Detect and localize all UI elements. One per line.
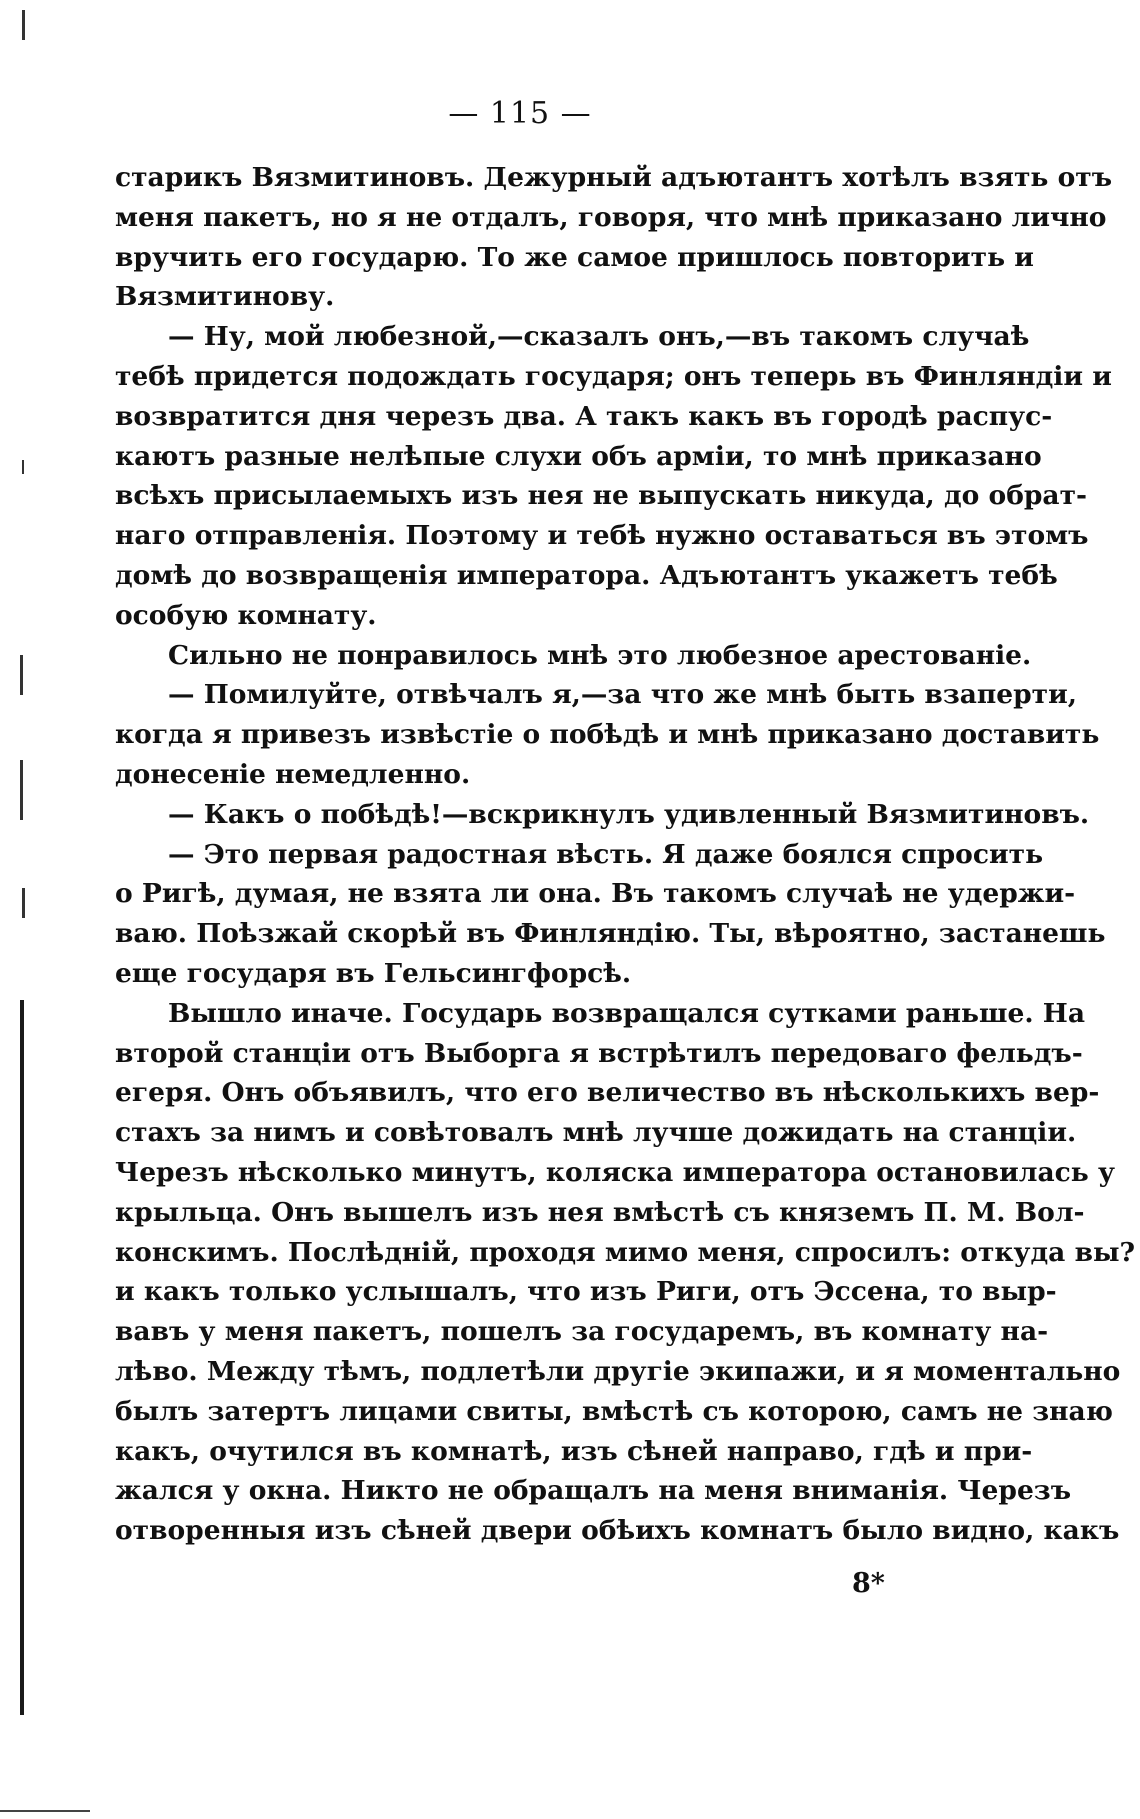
text-line: еще государя въ Гельсингфорсѣ. — [115, 957, 632, 989]
text-line: Вышло иначе. Государь возвращался сутками раньше. На — [168, 997, 1085, 1029]
text-line: какъ, очутился въ комнатѣ, изъ сѣней направо, гдѣ и при- — [115, 1435, 1033, 1467]
text-line: каютъ разные нелѣпые слухи объ арміи, то мнѣ приказано — [115, 440, 1042, 472]
text-line: — Ну, мой любезной,—сказалъ онъ,—въ такомъ случаѣ — [168, 321, 1030, 353]
text-line: — Помилуйте, отвѣчалъ я,—за что же мнѣ быть взаперти, — [168, 679, 1077, 711]
text-line: старикъ Вязмитиновъ. Дежурный адъютантъ хотѣлъ взять отъ — [115, 162, 1113, 193]
text-line: крыльца. Онъ вышелъ изъ нея вмѣстѣ съ княземъ П. М. Вол- — [115, 1196, 1085, 1228]
signature-mark: 8* — [852, 1568, 885, 1599]
text-line: конскимъ. Послѣдній, проходя мимо меня, спросилъ: откуда вы? — [115, 1236, 1136, 1268]
margin-rule — [20, 1000, 24, 1715]
text-line: Сильно не понравилось мнѣ это любезное арестованіе. — [168, 639, 1032, 671]
text-line: всѣхъ присылаемыхъ изъ нея не выпускать никуда, до обрат- — [115, 480, 1088, 512]
text-line: — Какъ о побѣдѣ!—вскрикнулъ удивленный Вязмитиновъ. — [168, 798, 1090, 830]
text-line: егеря. Онъ объявилъ, что его величество въ нѣсколькихъ вер- — [115, 1077, 1100, 1109]
text-line: Вязмитинову. — [115, 281, 335, 313]
text-line: — Это первая радостная вѣсть. Я даже боялся спросить — [168, 838, 1044, 870]
text-line: Черезъ нѣсколько минутъ, коляска императора остановилась у — [115, 1156, 1115, 1188]
text-line: возвратится дня черезъ два. А такъ какъ въ городѣ распус- — [115, 400, 1053, 432]
text-line: лѣво. Между тѣмъ, подлетѣли другіе экипажи, и я моментально — [115, 1355, 1121, 1387]
margin-mark — [22, 888, 25, 918]
text-line: о Ригѣ, думая, не взята ли она. Въ такомъ случаѣ не удержи- — [115, 878, 1076, 910]
page-number: — 115 — — [448, 96, 592, 131]
text-line: домѣ до возвращенія императора. Адъютантъ укажетъ тебѣ — [115, 559, 1058, 591]
text-line: и какъ только услышалъ, что изъ Риги, отъ Эссена, то выр- — [115, 1276, 1057, 1308]
text-line: второй станціи отъ Выборга я встрѣтилъ передоваго фельдъ- — [115, 1037, 1083, 1069]
text-line: тебѣ придется подождать государя; онъ теперь въ Финляндіи и — [115, 360, 1112, 392]
text-line: отворенныя изъ сѣней двери обѣихъ комнатъ было видно, какъ — [115, 1515, 1120, 1547]
text-line: стахъ за нимъ и совѣтовалъ мнѣ лучше дожидать на станціи. — [115, 1117, 1077, 1149]
text-line: особую комнату. — [115, 599, 377, 631]
text-line: вручить его государю. То же самое пришлось повторить и — [115, 241, 1034, 273]
text-line: вавъ у меня пакетъ, пошелъ за государемъ, въ комнату на- — [115, 1316, 1049, 1348]
margin-mark — [22, 460, 24, 474]
text-line: наго отправленія. Поэтому и тебѣ нужно оставаться въ этомъ — [115, 520, 1089, 552]
text-line: меня пакетъ, но я не отдалъ, говоря, что мнѣ приказано лично — [115, 201, 1107, 233]
text-line: жался у окна. Никто не обращалъ на меня вниманія. Черезъ — [115, 1475, 1072, 1507]
text-line: былъ затертъ лицами свиты, вмѣстѣ съ которою, самъ не знаю — [115, 1395, 1113, 1427]
text-line: донесеніе немедленно. — [115, 758, 471, 790]
bottom-rule — [0, 1810, 90, 1812]
margin-mark — [22, 10, 25, 40]
margin-mark — [20, 760, 23, 820]
text-line: когда я привезъ извѣстіе о побѣдѣ и мнѣ приказано доставить — [115, 719, 1100, 751]
margin-mark — [20, 655, 23, 695]
body-text — [115, 158, 1136, 1551]
text-line: ваю. Поѣзжай скорѣй въ Финляндію. Ты, вѣроятно, застанешь — [115, 918, 1106, 950]
